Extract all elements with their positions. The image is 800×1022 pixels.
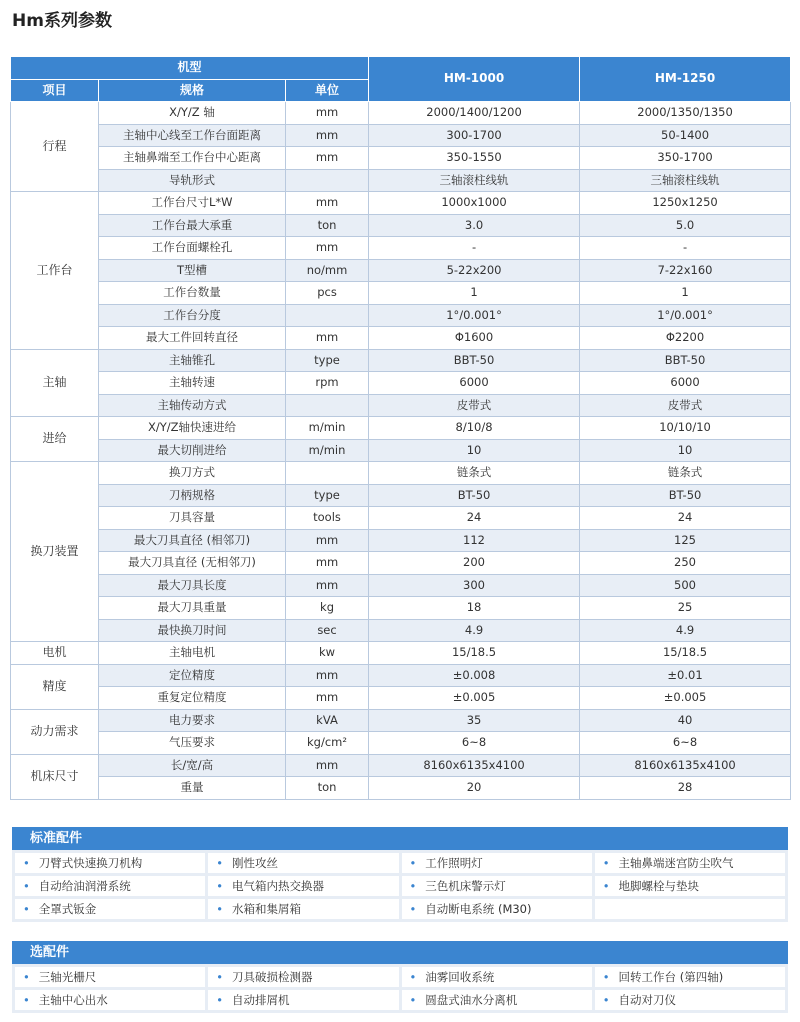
spec-cell: 刀具容量 xyxy=(99,507,286,530)
unit-cell xyxy=(286,304,369,327)
accessory-label: 自动给油润滑系统 xyxy=(38,879,131,893)
standard-accessories-title: 标准配件 xyxy=(12,827,788,850)
unit-cell xyxy=(286,462,369,485)
table-row xyxy=(11,619,791,642)
accessory-label: 主轴鼻端迷宫防尘吹气 xyxy=(618,856,734,870)
accessory-item xyxy=(402,967,592,987)
model-1-value: 15/18.5 xyxy=(369,642,580,665)
bullet-icon: • xyxy=(602,993,610,1007)
table-row xyxy=(11,417,791,440)
spec-table-body xyxy=(11,102,791,800)
bullet-icon: • xyxy=(23,970,30,984)
table-row xyxy=(11,574,791,597)
model-2-value: ±0.005 xyxy=(580,687,791,710)
unit-cell: ton xyxy=(286,777,369,800)
spec-cell: 工作台尺寸L*W xyxy=(99,192,286,215)
category-cell: 机床尺寸 xyxy=(11,754,99,799)
accessory-item xyxy=(15,990,205,1010)
spec-cell: 重复定位精度 xyxy=(99,687,286,710)
table-row xyxy=(11,192,791,215)
unit-cell xyxy=(286,169,369,192)
model-1-value: 三轴滚柱线轨 xyxy=(369,169,580,192)
table-row xyxy=(11,484,791,507)
unit-cell: type xyxy=(286,484,369,507)
accessory-item xyxy=(15,876,205,896)
unit-cell: mm xyxy=(286,529,369,552)
model-2-value: 6000 xyxy=(580,372,791,395)
model-2-value: 5.0 xyxy=(580,214,791,237)
spec-cell: 最大刀具直径 (无相邻刀) xyxy=(99,552,286,575)
unit-cell: ton xyxy=(286,214,369,237)
spec-cell: X/Y/Z 轴 xyxy=(99,102,286,125)
accessory-item xyxy=(402,990,592,1010)
model-1-value: 1000x1000 xyxy=(369,192,580,215)
spec-cell: 主轴电机 xyxy=(99,642,286,665)
model-2-header: HM-1250 xyxy=(580,57,791,102)
spec-cell: 主轴锥孔 xyxy=(99,349,286,372)
accessory-item xyxy=(208,990,398,1010)
spec-cell: 最大刀具长度 xyxy=(99,574,286,597)
accessory-label: 刀具破损检测器 xyxy=(232,970,313,984)
accessory-item xyxy=(595,967,785,987)
standard-accessories-panel xyxy=(12,827,788,922)
accessory-item xyxy=(595,876,785,896)
model-1-value: 300-1700 xyxy=(369,124,580,147)
accessory-label: 主轴中心出水 xyxy=(38,993,108,1007)
model-2-value: 350-1700 xyxy=(580,147,791,170)
model-1-value: 20 xyxy=(369,777,580,800)
bullet-icon: • xyxy=(409,993,417,1007)
model-1-value: 8/10/8 xyxy=(369,417,580,440)
optional-accessories-title: 选配件 xyxy=(12,941,788,964)
table-row xyxy=(11,214,791,237)
table-row xyxy=(11,552,791,575)
spec-cell: 刀柄规格 xyxy=(99,484,286,507)
category-cell: 行程 xyxy=(11,102,99,192)
accessory-label: 电气箱内热交换器 xyxy=(232,879,325,893)
item-header: 项目 xyxy=(11,79,99,102)
unit-cell: no/mm xyxy=(286,259,369,282)
spec-cell: 电力要求 xyxy=(99,709,286,732)
model-2-value: 7-22x160 xyxy=(580,259,791,282)
model-2-value: 28 xyxy=(580,777,791,800)
category-cell: 动力需求 xyxy=(11,709,99,754)
accessory-item xyxy=(15,967,205,987)
spec-header: 规格 xyxy=(99,79,286,102)
model-1-value: 18 xyxy=(369,597,580,620)
accessory-item xyxy=(15,899,205,919)
model-1-value: - xyxy=(369,237,580,260)
bullet-icon: • xyxy=(23,902,30,916)
model-1-value: 链条式 xyxy=(369,462,580,485)
unit-cell: type xyxy=(286,349,369,372)
accessory-item xyxy=(402,853,592,873)
accessory-label: 刀臂式快速换刀机构 xyxy=(38,856,143,870)
accessory-label: 三轴光栅尺 xyxy=(38,970,97,984)
spec-cell: 长/宽/高 xyxy=(99,754,286,777)
spec-cell: 工作台面螺栓孔 xyxy=(99,237,286,260)
unit-cell: sec xyxy=(286,619,369,642)
accessory-item xyxy=(595,853,785,873)
model-1-value: 300 xyxy=(369,574,580,597)
bullet-icon: • xyxy=(602,970,610,984)
spec-cell: 最大刀具直径 (相邻刀) xyxy=(99,529,286,552)
unit-cell: kw xyxy=(286,642,369,665)
bullet-icon: • xyxy=(409,879,417,893)
table-row xyxy=(11,529,791,552)
spec-cell: 工作台最大承重 xyxy=(99,214,286,237)
model-2-value: BT-50 xyxy=(580,484,791,507)
table-row xyxy=(11,462,791,485)
table-row xyxy=(11,507,791,530)
model-1-value: 6~8 xyxy=(369,732,580,755)
model-1-value: 4.9 xyxy=(369,619,580,642)
page-title: Hm系列参数 xyxy=(12,11,112,31)
accessory-label: 水箱和集屑箱 xyxy=(232,902,302,916)
accessory-item xyxy=(402,876,592,896)
table-row xyxy=(11,732,791,755)
unit-cell: mm xyxy=(286,552,369,575)
accessory-label: 三色机床警示灯 xyxy=(425,879,506,893)
spec-cell: 主轴鼻端至工作台中心距离 xyxy=(99,147,286,170)
table-row xyxy=(11,282,791,305)
unit-cell: mm xyxy=(286,147,369,170)
empty-cell xyxy=(595,899,785,919)
spec-cell: 定位精度 xyxy=(99,664,286,687)
unit-cell: kVA xyxy=(286,709,369,732)
standard-accessories-list xyxy=(12,850,788,922)
model-2-value: 1250x1250 xyxy=(580,192,791,215)
spec-cell: 重量 xyxy=(99,777,286,800)
spec-cell: 最大刀具重量 xyxy=(99,597,286,620)
optional-accessories-panel xyxy=(12,941,788,1013)
model-header: 机型 xyxy=(11,57,369,80)
accessory-item xyxy=(15,853,205,873)
model-1-value: 皮带式 xyxy=(369,394,580,417)
accessory-label: 圆盘式油水分离机 xyxy=(425,993,518,1007)
unit-header: 单位 xyxy=(286,79,369,102)
model-2-value: 1°/0.001° xyxy=(580,304,791,327)
spec-cell: 工作台数量 xyxy=(99,282,286,305)
model-1-value: Φ1600 xyxy=(369,327,580,350)
category-cell: 工作台 xyxy=(11,192,99,350)
model-1-value: ±0.005 xyxy=(369,687,580,710)
accessory-label: 油雾回收系统 xyxy=(425,970,495,984)
accessory-item xyxy=(208,899,398,919)
bullet-icon: • xyxy=(216,970,224,984)
bullet-icon: • xyxy=(216,902,224,916)
model-1-header: HM-1000 xyxy=(369,57,580,102)
table-row xyxy=(11,777,791,800)
model-2-value: Φ2200 xyxy=(580,327,791,350)
model-2-value: 50-1400 xyxy=(580,124,791,147)
accessory-label: 全罩式钣金 xyxy=(38,902,97,916)
spec-cell: 最快换刀时间 xyxy=(99,619,286,642)
bullet-icon: • xyxy=(602,856,610,870)
model-1-value: BBT-50 xyxy=(369,349,580,372)
table-row xyxy=(11,102,791,125)
model-1-value: 8160x6135x4100 xyxy=(369,754,580,777)
accessory-label: 回转工作台 (第四轴) xyxy=(618,970,724,984)
table-row xyxy=(11,439,791,462)
spec-cell: 主轴传动方式 xyxy=(99,394,286,417)
accessory-label: 地脚螺栓与垫块 xyxy=(618,879,700,893)
table-row xyxy=(11,259,791,282)
spec-cell: X/Y/Z轴快速进给 xyxy=(99,417,286,440)
spec-table xyxy=(10,56,791,800)
table-row xyxy=(11,304,791,327)
table-row xyxy=(11,372,791,395)
table-row xyxy=(11,664,791,687)
spec-cell: 主轴转速 xyxy=(99,372,286,395)
category-cell: 主轴 xyxy=(11,349,99,417)
model-2-value: 40 xyxy=(580,709,791,732)
unit-cell: mm xyxy=(286,327,369,350)
model-2-value: 6~8 xyxy=(580,732,791,755)
model-1-value: 1 xyxy=(369,282,580,305)
model-2-value: 2000/1350/1350 xyxy=(580,102,791,125)
unit-cell: pcs xyxy=(286,282,369,305)
spec-cell: 换刀方式 xyxy=(99,462,286,485)
model-2-value: 皮带式 xyxy=(580,394,791,417)
bullet-icon: • xyxy=(23,993,30,1007)
spec-cell: T型槽 xyxy=(99,259,286,282)
table-row xyxy=(11,349,791,372)
model-2-value: 10/10/10 xyxy=(580,417,791,440)
unit-cell: kg xyxy=(286,597,369,620)
model-2-value: 250 xyxy=(580,552,791,575)
category-cell: 电机 xyxy=(11,642,99,665)
model-1-value: 2000/1400/1200 xyxy=(369,102,580,125)
unit-cell: mm xyxy=(286,664,369,687)
bullet-icon: • xyxy=(23,856,30,870)
model-2-value: 1 xyxy=(580,282,791,305)
unit-cell: mm xyxy=(286,192,369,215)
model-2-value: 10 xyxy=(580,439,791,462)
model-2-value: ±0.01 xyxy=(580,664,791,687)
unit-cell: mm xyxy=(286,687,369,710)
accessory-item xyxy=(208,853,398,873)
model-2-value: 24 xyxy=(580,507,791,530)
model-1-value: ±0.008 xyxy=(369,664,580,687)
bullet-icon: • xyxy=(216,856,224,870)
unit-cell: tools xyxy=(286,507,369,530)
accessory-label: 自动断电系统 (M30) xyxy=(425,902,532,916)
table-row xyxy=(11,642,791,665)
table-row xyxy=(11,147,791,170)
bullet-icon: • xyxy=(409,902,417,916)
bullet-icon: • xyxy=(23,879,30,893)
unit-cell: m/min xyxy=(286,417,369,440)
model-2-value: 25 xyxy=(580,597,791,620)
unit-cell: mm xyxy=(286,124,369,147)
bullet-icon: • xyxy=(216,993,224,1007)
unit-cell: mm xyxy=(286,574,369,597)
table-row xyxy=(11,394,791,417)
table-row xyxy=(11,169,791,192)
model-1-value: 200 xyxy=(369,552,580,575)
bullet-icon: • xyxy=(602,879,610,893)
model-2-value: 链条式 xyxy=(580,462,791,485)
category-cell: 换刀装置 xyxy=(11,462,99,642)
category-cell: 精度 xyxy=(11,664,99,709)
bullet-icon: • xyxy=(216,879,224,893)
model-2-value: 三轴滚柱线轨 xyxy=(580,169,791,192)
model-1-value: 112 xyxy=(369,529,580,552)
spec-cell: 主轴中心线至工作台面距离 xyxy=(99,124,286,147)
table-row xyxy=(11,754,791,777)
model-1-value: 350-1550 xyxy=(369,147,580,170)
accessory-item xyxy=(208,967,398,987)
model-1-value: 5-22x200 xyxy=(369,259,580,282)
table-row xyxy=(11,327,791,350)
model-2-value: BBT-50 xyxy=(580,349,791,372)
unit-cell: m/min xyxy=(286,439,369,462)
unit-cell: mm xyxy=(286,237,369,260)
bullet-icon: • xyxy=(409,856,417,870)
model-1-value: 35 xyxy=(369,709,580,732)
model-1-value: BT-50 xyxy=(369,484,580,507)
accessory-item xyxy=(595,990,785,1010)
table-row xyxy=(11,687,791,710)
accessory-item xyxy=(402,899,592,919)
accessory-label: 刚性攻丝 xyxy=(232,856,279,870)
model-2-value: 8160x6135x4100 xyxy=(580,754,791,777)
table-row xyxy=(11,237,791,260)
accessory-item xyxy=(208,876,398,896)
unit-cell: mm xyxy=(286,102,369,125)
model-2-value: 500 xyxy=(580,574,791,597)
accessory-label: 自动对刀仪 xyxy=(618,993,677,1007)
spec-cell: 气压要求 xyxy=(99,732,286,755)
table-row xyxy=(11,124,791,147)
accessory-label: 工作照明灯 xyxy=(425,856,483,870)
spec-cell: 最大工件回转直径 xyxy=(99,327,286,350)
unit-cell: kg/cm² xyxy=(286,732,369,755)
table-row xyxy=(11,597,791,620)
bullet-icon: • xyxy=(409,970,417,984)
spec-cell: 工作台分度 xyxy=(99,304,286,327)
unit-cell: rpm xyxy=(286,372,369,395)
model-1-value: 1°/0.001° xyxy=(369,304,580,327)
model-1-value: 6000 xyxy=(369,372,580,395)
optional-accessories-list xyxy=(12,964,788,1013)
model-1-value: 24 xyxy=(369,507,580,530)
spec-cell: 导轨形式 xyxy=(99,169,286,192)
unit-cell xyxy=(286,394,369,417)
category-cell: 进给 xyxy=(11,417,99,462)
model-1-value: 3.0 xyxy=(369,214,580,237)
unit-cell: mm xyxy=(286,754,369,777)
spec-cell: 最大切削进给 xyxy=(99,439,286,462)
model-2-value: 15/18.5 xyxy=(580,642,791,665)
model-1-value: 10 xyxy=(369,439,580,462)
model-2-value: 4.9 xyxy=(580,619,791,642)
accessory-label: 自动排屑机 xyxy=(232,993,290,1007)
table-row xyxy=(11,709,791,732)
model-2-value: - xyxy=(580,237,791,260)
model-2-value: 125 xyxy=(580,529,791,552)
